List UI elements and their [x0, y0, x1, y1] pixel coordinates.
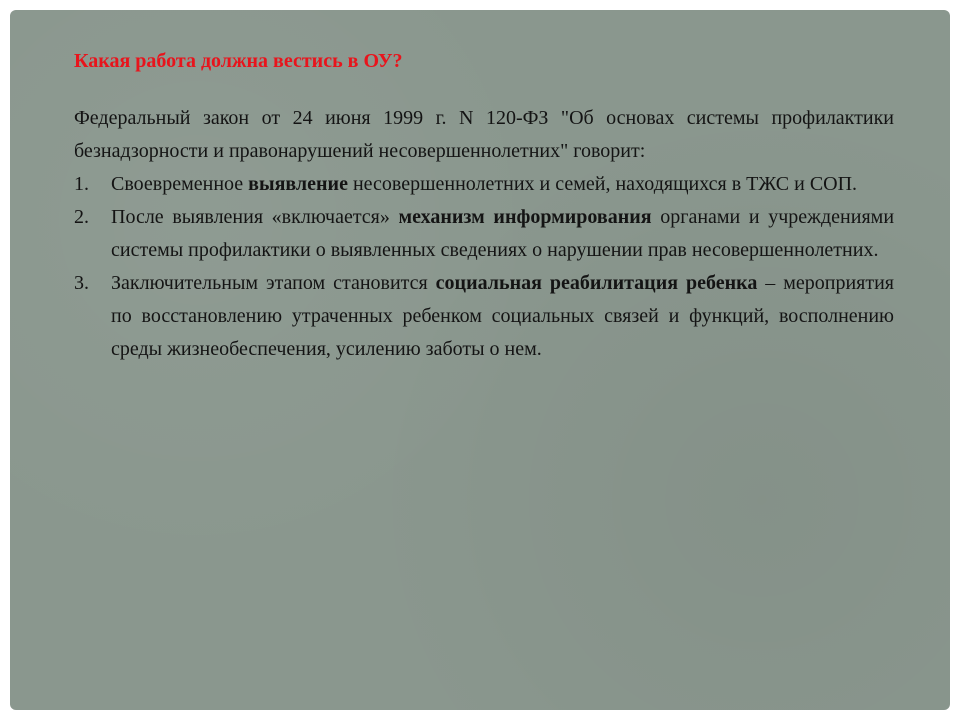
- intro-paragraph: Федеральный закон от 24 июня 1999 г. N 120-ФЗ "Об основах системы профилактики безнадзорности и правонарушений несовершеннолетних" говорит:: [74, 107, 894, 162]
- slide: [10, 10, 950, 710]
- steps-list: [74, 168, 894, 366]
- slide-content: [74, 46, 894, 366]
- list-item-number: 3.: [74, 272, 89, 294]
- list-item-text: Заключительным этапом становится: [111, 272, 436, 294]
- list-item-number: 2.: [74, 206, 89, 228]
- list-item-number: 1.: [74, 173, 89, 195]
- list-item: [74, 201, 894, 267]
- list-item-emphasis: социальная реабилитация ребенка: [435, 272, 758, 294]
- slide-heading: Какая работа должна вестись в ОУ?: [74, 50, 403, 72]
- list-item-text: После выявления «включается»: [111, 206, 399, 228]
- list-item-text: несовершеннолетних и семей, находящихся в ТЖС и СОП.: [347, 173, 858, 195]
- list-item-text: – мероприятия по восстановлению утраченных ребенком социальных связей и функций, восполнению среды жизнеобеспечения, усилению заботы о нем.: [111, 272, 894, 360]
- list-item-emphasis: выявление: [248, 173, 348, 195]
- list-item-text: органами и учреждениями системы профилактики о выявленных сведениях о нарушении прав несовершеннолетних.: [111, 206, 895, 261]
- list-item-emphasis: механизм информирования: [398, 206, 652, 228]
- list-item: [74, 267, 894, 366]
- list-item-text: Своевременное: [111, 173, 249, 195]
- list-item: [74, 168, 894, 201]
